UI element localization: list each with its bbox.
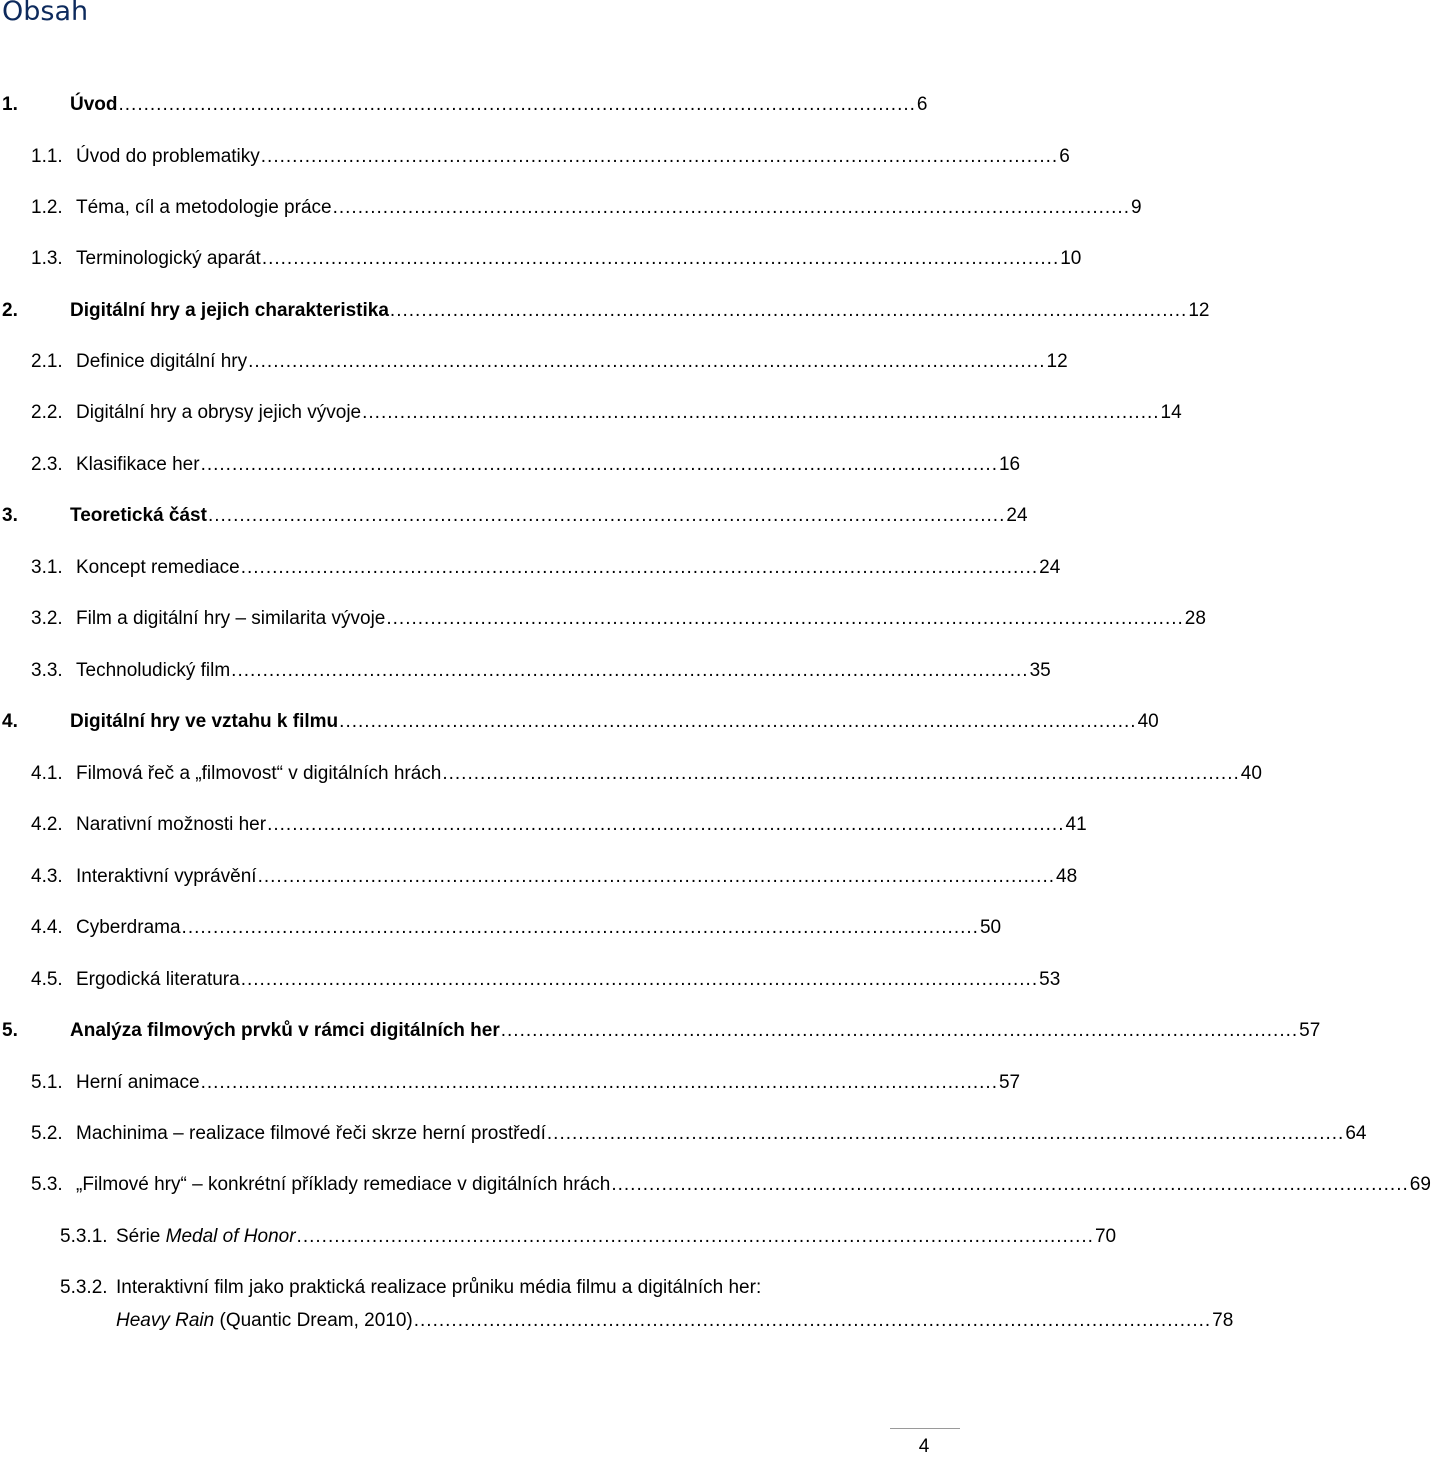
toc-entry-label: Narativní možnosti her xyxy=(76,814,267,835)
toc-entry-label: Koncept remediace xyxy=(76,557,240,578)
toc-entry-page: 57 xyxy=(1299,1020,1321,1041)
toc-entry-4-2[interactable] xyxy=(0,804,1087,836)
toc-entry-label-rest: (Quantic Dream, 2010) xyxy=(214,1310,413,1331)
toc-entry-label: Herní animace xyxy=(76,1072,200,1093)
toc-entry-number: 5. xyxy=(2,1020,18,1041)
footer-divider xyxy=(890,1428,960,1429)
toc-entry-5-3-2-line1[interactable] xyxy=(0,1267,865,1299)
toc-entry-5-3[interactable] xyxy=(0,1164,1431,1196)
toc-entry-label: Interaktivní vyprávění xyxy=(76,866,257,887)
toc-entry-label: Ergodická literatura xyxy=(76,969,240,990)
toc-entry-4[interactable] xyxy=(0,701,1159,733)
toc-entry-number: 3.3. xyxy=(31,660,63,681)
toc-entry-page: 57 xyxy=(998,1072,1021,1093)
toc-entry-5-3-1[interactable] xyxy=(0,1216,1117,1248)
toc-entry-5[interactable] xyxy=(0,1010,1321,1042)
toc-leader-dots: ............................................................................................................................... xyxy=(362,402,1160,423)
toc-entry-page: 40 xyxy=(1137,711,1159,732)
toc-leader-dots: ............................................................................................................................... xyxy=(118,94,916,115)
toc-entry-5-3-2-line2[interactable] xyxy=(0,1300,1234,1332)
toc-leader-dots: ............................................................................................................................... xyxy=(240,557,1039,578)
toc-entry-page: 50 xyxy=(979,917,1002,938)
toc-entry-label: Úvod xyxy=(70,94,118,115)
page-title: Obsah xyxy=(2,0,89,27)
toc-entry-number: 1.2. xyxy=(31,197,63,218)
toc-entry-page: 40 xyxy=(1240,763,1262,784)
toc-leader-dots: ............................................................................................................................... xyxy=(546,1123,1345,1144)
toc-entry-number: 2.1. xyxy=(31,351,63,372)
toc-entry-number: 1. xyxy=(2,94,18,115)
toc-entry-4-4[interactable] xyxy=(0,907,1002,939)
toc-leader-dots: ............................................................................................................................... xyxy=(296,1226,1094,1247)
toc-entry-label: Téma, cíl a metodologie práce xyxy=(76,197,332,218)
toc-entry-number: 4. xyxy=(2,711,18,732)
toc-leader-dots: ............................................................................................................................... xyxy=(339,711,1137,732)
toc-entry-1-2[interactable] xyxy=(0,187,1142,219)
toc-entry-label-prefix: Série xyxy=(116,1226,166,1247)
toc-entry-3-1[interactable] xyxy=(0,547,1061,579)
toc-entry-number: 3. xyxy=(2,505,18,526)
toc-entry-page: 53 xyxy=(1039,969,1061,990)
toc-entry-page: 64 xyxy=(1345,1123,1367,1144)
toc-entry-label: Film a digitální hry – similarita vývoje xyxy=(76,608,386,629)
toc-entry-number: 3.1. xyxy=(31,557,63,578)
toc-entry-page: 69 xyxy=(1409,1174,1431,1195)
toc-entry-label: Filmová řeč a „filmovost“ v digitálních hrách xyxy=(76,763,442,784)
toc-leader-dots: ............................................................................................................................... xyxy=(500,1020,1299,1041)
toc-entry-page: 6 xyxy=(916,94,928,115)
toc-leader-dots: ............................................................................................................................... xyxy=(442,763,1240,784)
toc-entry-number: 4.3. xyxy=(31,866,63,887)
toc-entry-2-3[interactable] xyxy=(0,444,1021,476)
toc-entry-number: 1.3. xyxy=(31,248,63,269)
toc-entry-label: Digitální hry a obrysy jejich vývoje xyxy=(76,402,362,423)
toc-leader-dots: ............................................................................................................................... xyxy=(260,146,1059,167)
toc-entry-label: Digitální hry a jejich charakteristika xyxy=(70,300,389,321)
toc-leader-dots: ............................................................................................................................... xyxy=(207,505,1006,526)
toc-entry-number: 5.1. xyxy=(31,1072,63,1093)
toc-entry-3-2[interactable] xyxy=(0,598,1206,630)
toc-entry-page: 12 xyxy=(1188,300,1210,321)
toc-entry-number: 3.2. xyxy=(31,608,63,629)
toc-entry-label-title: Medal of Honor xyxy=(165,1226,296,1247)
toc-entry-page: 9 xyxy=(1131,197,1142,218)
toc-entry-4-5[interactable] xyxy=(0,959,1061,991)
page-number: 4 xyxy=(918,1436,930,1457)
toc-entry-5-2[interactable] xyxy=(0,1113,1367,1145)
toc-entry-label: Cyberdrama xyxy=(76,917,181,938)
toc-entry-page: 48 xyxy=(1056,866,1078,887)
toc-entry-2-2[interactable] xyxy=(0,392,1182,424)
toc-entry-page: 14 xyxy=(1160,402,1182,423)
toc-entry-number: 1.1. xyxy=(31,146,63,167)
toc-leader-dots: ............................................................................................................................... xyxy=(611,1174,1409,1195)
toc-entry-label-continued xyxy=(116,1310,413,1332)
toc-leader-dots: ............................................................................................................................... xyxy=(240,969,1039,990)
toc-entry-label xyxy=(116,1226,296,1248)
toc-entry-number: 5.3.2. xyxy=(60,1277,108,1298)
toc-leader-dots: ............................................................................................................................... xyxy=(332,197,1130,218)
toc-entry-label: Definice digitální hry xyxy=(76,351,248,372)
toc-entry-2-1[interactable] xyxy=(0,341,1068,373)
toc-leader-dots: ............................................................................................................................... xyxy=(257,866,1056,887)
toc-entry-page: 70 xyxy=(1094,1226,1117,1247)
toc-entry-page: 78 xyxy=(1212,1310,1234,1331)
toc-entry-number: 5.3. xyxy=(31,1174,63,1195)
toc-leader-dots: ............................................................................................................................... xyxy=(231,660,1029,681)
toc-entry-label: Teoretická část xyxy=(70,505,207,526)
toc-leader-dots: ............................................................................................................................... xyxy=(413,1310,1212,1331)
toc-entry-page: 28 xyxy=(1184,608,1206,629)
toc-entry-page: 6 xyxy=(1059,146,1070,167)
toc-entry-page: 41 xyxy=(1065,814,1087,835)
toc-entry-label-title: Heavy Rain xyxy=(116,1310,215,1331)
toc-entry-label: Klasifikace her xyxy=(76,454,200,475)
toc-leader-dots: ............................................................................................................................... xyxy=(248,351,1046,372)
toc-entry-3-3[interactable] xyxy=(0,650,1051,682)
toc-entry-3[interactable] xyxy=(0,495,1028,527)
toc-entry-label: Digitální hry ve vztahu k filmu xyxy=(70,711,339,732)
toc-entry-number: 5.3.1. xyxy=(60,1226,108,1247)
toc-entry-label: Interaktivní film jako praktická realizace průniku média filmu a digitálních her: xyxy=(116,1277,762,1298)
toc-entry-number: 5.2. xyxy=(31,1123,63,1144)
toc-leader-dots: ............................................................................................................................... xyxy=(389,300,1188,321)
toc-entry-label: Úvod do problematiky xyxy=(76,146,260,167)
toc-entry-label: Analýza filmových prvků v rámci digitálních her xyxy=(70,1020,500,1041)
toc-entry-number: 4.1. xyxy=(31,763,63,784)
toc-entry-1[interactable] xyxy=(0,84,928,116)
toc-leader-dots: ............................................................................................................................... xyxy=(386,608,1184,629)
toc-entry-number: 2.2. xyxy=(31,402,63,423)
toc-entry-page: 12 xyxy=(1046,351,1068,372)
toc-leader-dots: ............................................................................................................................... xyxy=(267,814,1065,835)
toc-entry-number: 4.2. xyxy=(31,814,63,835)
toc-entry-label: Machinima – realizace filmové řeči skrze herní prostředí xyxy=(76,1123,546,1144)
toc-entry-number: 4.5. xyxy=(31,969,63,990)
toc-entry-page: 10 xyxy=(1060,248,1082,269)
toc-entry-page: 16 xyxy=(998,454,1021,475)
toc-entry-5-1[interactable] xyxy=(0,1062,1021,1094)
toc-entry-1-3[interactable] xyxy=(0,238,1082,270)
toc-entry-4-3[interactable] xyxy=(0,856,1078,888)
toc-entry-page: 24 xyxy=(1039,557,1061,578)
toc-entry-page: 24 xyxy=(1006,505,1028,526)
toc-entry-number: 2. xyxy=(2,300,18,321)
toc-leader-dots: ............................................................................................................................... xyxy=(261,248,1060,269)
toc-leader-dots: ............................................................................................................................... xyxy=(181,917,979,938)
toc-entry-1-1[interactable] xyxy=(0,136,1070,168)
toc-entry-4-1[interactable] xyxy=(0,753,1262,785)
toc-entry-number: 2.3. xyxy=(31,454,63,475)
toc-leader-dots: ............................................................................................................................... xyxy=(200,1072,998,1093)
toc-leader-dots: ............................................................................................................................... xyxy=(200,454,998,475)
toc-entry-2[interactable] xyxy=(0,290,1210,322)
toc-entry-label: Technoludický film xyxy=(76,660,231,681)
toc-entry-number: 4.4. xyxy=(31,917,63,938)
toc-entry-label: Terminologický aparát xyxy=(76,248,261,269)
toc-entry-page: 35 xyxy=(1029,660,1051,681)
toc-entry-label: „Filmové hry“ – konkrétní příklady remediace v digitálních hrách xyxy=(76,1174,611,1195)
